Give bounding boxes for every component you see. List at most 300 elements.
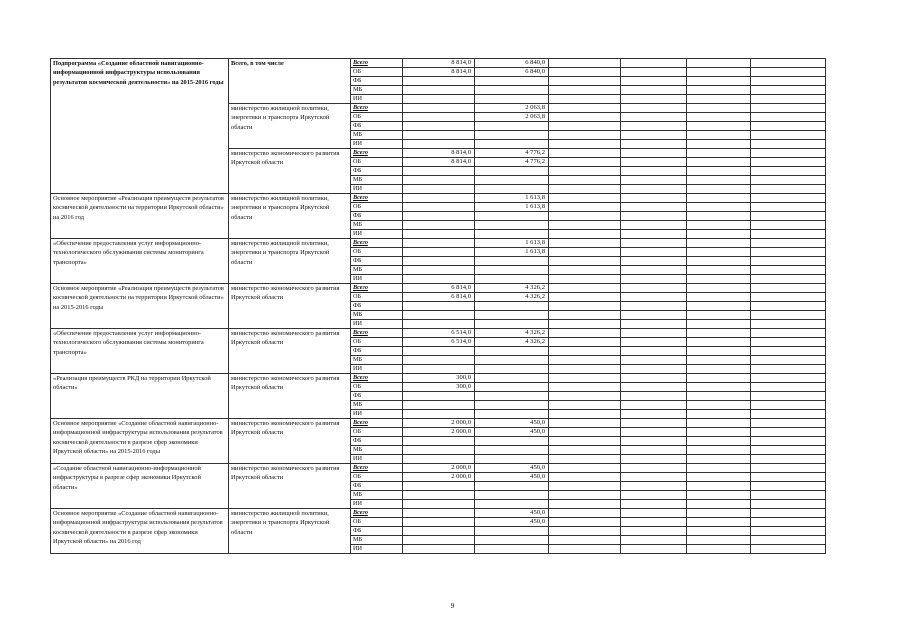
empty-cell <box>549 500 621 509</box>
empty-cell <box>549 257 621 266</box>
empty-cell <box>549 329 621 338</box>
value-2016-cell: 4 326,2 <box>475 338 549 347</box>
empty-cell <box>549 185 621 194</box>
empty-cell <box>687 266 751 275</box>
empty-cell <box>687 122 751 131</box>
empty-cell <box>751 293 826 302</box>
value-2015-cell <box>403 257 475 266</box>
empty-cell <box>621 203 687 212</box>
empty-cell <box>621 536 687 545</box>
empty-cell <box>621 446 687 455</box>
value-2015-cell <box>403 365 475 374</box>
page-number: 9 <box>450 602 455 610</box>
empty-cell <box>621 77 687 86</box>
funding-source-cell: ИИ <box>351 275 403 284</box>
value-2015-cell <box>403 500 475 509</box>
empty-cell <box>621 230 687 239</box>
empty-cell <box>549 536 621 545</box>
value-2015-cell <box>403 176 475 185</box>
value-2016-cell: 450,0 <box>475 509 549 518</box>
value-2016-cell: 1 613,8 <box>475 203 549 212</box>
table-row <box>51 239 826 248</box>
empty-cell <box>549 383 621 392</box>
funding-source-cell: ИИ <box>351 545 403 554</box>
empty-cell <box>621 257 687 266</box>
empty-cell <box>751 131 826 140</box>
value-2015-cell <box>403 518 475 527</box>
empty-cell <box>751 122 826 131</box>
activity-name-cell: «Обеспечение предоставления услуг информационно-технологического обслуживания системы мониторинга транспорта» <box>51 329 229 374</box>
empty-cell <box>687 284 751 293</box>
empty-cell <box>549 356 621 365</box>
empty-cell <box>621 275 687 284</box>
empty-cell <box>687 428 751 437</box>
executor-cell: министерство жилищной политики, энергетики и транспорта Иркутской области <box>229 104 351 149</box>
empty-cell <box>751 464 826 473</box>
empty-cell <box>621 122 687 131</box>
empty-cell <box>751 230 826 239</box>
empty-cell <box>751 203 826 212</box>
empty-cell <box>621 527 687 536</box>
empty-cell <box>549 419 621 428</box>
value-2016-cell <box>475 212 549 221</box>
empty-cell <box>621 266 687 275</box>
value-2015-cell <box>403 482 475 491</box>
empty-cell <box>549 410 621 419</box>
funding-source-cell: Всего <box>351 464 403 473</box>
empty-cell <box>751 104 826 113</box>
empty-cell <box>751 221 826 230</box>
empty-cell <box>549 86 621 95</box>
value-2015-cell: 8 814,0 <box>403 149 475 158</box>
empty-cell <box>687 248 751 257</box>
funding-source-cell: ФБ <box>351 527 403 536</box>
value-2015-cell <box>403 113 475 122</box>
empty-cell <box>687 149 751 158</box>
value-2015-cell: 6 514,0 <box>403 338 475 347</box>
empty-cell <box>621 392 687 401</box>
empty-cell <box>549 482 621 491</box>
empty-cell <box>549 437 621 446</box>
value-2015-cell: 8 814,0 <box>403 59 475 68</box>
funding-source-cell: ФБ <box>351 167 403 176</box>
empty-cell <box>687 293 751 302</box>
empty-cell <box>621 482 687 491</box>
empty-cell <box>687 545 751 554</box>
empty-cell <box>687 383 751 392</box>
empty-cell <box>751 320 826 329</box>
value-2016-cell: 1 613,8 <box>475 239 549 248</box>
empty-cell <box>751 140 826 149</box>
empty-cell <box>687 392 751 401</box>
executor-cell: министерство экономического развития Иркутской области <box>229 284 351 329</box>
value-2015-cell <box>403 347 475 356</box>
empty-cell <box>549 275 621 284</box>
empty-cell <box>549 131 621 140</box>
funding-source-cell: Всего <box>351 239 403 248</box>
empty-cell <box>549 149 621 158</box>
empty-cell <box>751 284 826 293</box>
empty-cell <box>621 545 687 554</box>
empty-cell <box>751 392 826 401</box>
empty-cell <box>621 473 687 482</box>
empty-cell <box>549 140 621 149</box>
table-row <box>51 509 826 518</box>
value-2015-cell <box>403 230 475 239</box>
empty-cell <box>751 527 826 536</box>
empty-cell <box>687 77 751 86</box>
value-2015-cell <box>403 401 475 410</box>
activity-name-cell: «Создание областной навигационно-информационной инфраструктуры в разрезе сфер экономики Иркутской области» <box>51 464 229 509</box>
empty-cell <box>687 329 751 338</box>
empty-cell <box>751 302 826 311</box>
empty-cell <box>549 491 621 500</box>
value-2015-cell <box>403 248 475 257</box>
empty-cell <box>549 77 621 86</box>
value-2016-cell <box>475 527 549 536</box>
empty-cell <box>549 293 621 302</box>
value-2015-cell <box>403 536 475 545</box>
empty-cell <box>549 392 621 401</box>
empty-cell <box>549 365 621 374</box>
funding-source-cell: МБ <box>351 221 403 230</box>
empty-cell <box>621 437 687 446</box>
funding-source-cell: ФБ <box>351 482 403 491</box>
empty-cell <box>751 374 826 383</box>
empty-cell <box>751 428 826 437</box>
table-row <box>51 194 826 203</box>
value-2016-cell <box>475 437 549 446</box>
empty-cell <box>549 446 621 455</box>
executor-cell: министерство жилищной политики, энергетики и транспорта Иркутской области <box>229 239 351 284</box>
funding-source-cell: ОБ <box>351 383 403 392</box>
value-2015-cell: 2 000,0 <box>403 464 475 473</box>
empty-cell <box>687 437 751 446</box>
funding-source-cell: ИИ <box>351 185 403 194</box>
funding-source-cell: ОБ <box>351 203 403 212</box>
empty-cell <box>621 374 687 383</box>
value-2016-cell: 6 840,0 <box>475 68 549 77</box>
budget-table-body <box>51 59 826 554</box>
empty-cell <box>751 338 826 347</box>
funding-source-cell: ФБ <box>351 392 403 401</box>
executor-cell: министерство жилищной политики, энергетики и транспорта Иркутской области <box>229 194 351 239</box>
empty-cell <box>549 59 621 68</box>
empty-cell <box>687 509 751 518</box>
empty-cell <box>687 86 751 95</box>
value-2016-cell: 1 613,8 <box>475 194 549 203</box>
empty-cell <box>751 365 826 374</box>
activity-name-cell: Подпрограмма «Создание областной навигационно-информационной инфраструктуры использования результатов космической деятельности» на 2015-2016 годы <box>51 59 229 194</box>
value-2016-cell: 450,0 <box>475 419 549 428</box>
empty-cell <box>621 410 687 419</box>
value-2016-cell <box>475 410 549 419</box>
value-2015-cell <box>403 104 475 113</box>
value-2016-cell <box>475 140 549 149</box>
empty-cell <box>621 338 687 347</box>
value-2015-cell <box>403 455 475 464</box>
empty-cell <box>621 356 687 365</box>
funding-source-cell: ИИ <box>351 95 403 104</box>
empty-cell <box>621 104 687 113</box>
empty-cell <box>549 338 621 347</box>
executor-cell: Всего, в том числе <box>229 59 351 104</box>
value-2016-cell <box>475 221 549 230</box>
empty-cell <box>549 167 621 176</box>
value-2016-cell: 2 063,8 <box>475 113 549 122</box>
value-2016-cell <box>475 86 549 95</box>
funding-source-cell: Всего <box>351 284 403 293</box>
empty-cell <box>549 104 621 113</box>
value-2016-cell <box>475 536 549 545</box>
funding-source-cell: ИИ <box>351 140 403 149</box>
empty-cell <box>621 131 687 140</box>
executor-cell: министерство жилищной политики, энергетики и транспорта Иркутской области <box>229 509 351 554</box>
executor-cell: министерство экономического развития Иркутской области <box>229 374 351 419</box>
empty-cell <box>751 545 826 554</box>
funding-source-cell: МБ <box>351 86 403 95</box>
empty-cell <box>687 446 751 455</box>
value-2015-cell <box>403 140 475 149</box>
activity-name-cell: «Обеспечение предоставления услуг информационно-технологического обслуживания системы мониторинга транспорта» <box>51 239 229 284</box>
empty-cell <box>621 419 687 428</box>
empty-cell <box>687 212 751 221</box>
value-2016-cell: 4 776,2 <box>475 149 549 158</box>
empty-cell <box>687 131 751 140</box>
empty-cell <box>751 167 826 176</box>
empty-cell <box>687 185 751 194</box>
empty-cell <box>621 365 687 374</box>
value-2016-cell: 450,0 <box>475 473 549 482</box>
empty-cell <box>687 365 751 374</box>
empty-cell <box>687 464 751 473</box>
empty-cell <box>621 347 687 356</box>
empty-cell <box>549 221 621 230</box>
funding-source-cell: ФБ <box>351 77 403 86</box>
funding-source-cell: МБ <box>351 356 403 365</box>
empty-cell <box>687 158 751 167</box>
empty-cell <box>549 122 621 131</box>
funding-source-cell: ИИ <box>351 500 403 509</box>
table-row <box>51 419 826 428</box>
empty-cell <box>687 419 751 428</box>
empty-cell <box>621 284 687 293</box>
empty-cell <box>687 302 751 311</box>
value-2016-cell: 4 776,2 <box>475 158 549 167</box>
empty-cell <box>549 464 621 473</box>
value-2016-cell <box>475 545 549 554</box>
empty-cell <box>751 473 826 482</box>
empty-cell <box>621 518 687 527</box>
empty-cell <box>751 491 826 500</box>
value-2016-cell <box>475 374 549 383</box>
empty-cell <box>621 95 687 104</box>
funding-source-cell: ИИ <box>351 455 403 464</box>
value-2015-cell <box>403 86 475 95</box>
empty-cell <box>751 212 826 221</box>
activity-name-cell: Основное мероприятие «Создание областной навигационно-информационной инфраструктуры использования результатов космической деятельности в разрезе сфер экономики Иркутской области» на 2015-2016 годы <box>51 419 229 464</box>
funding-source-cell: Всего <box>351 329 403 338</box>
empty-cell <box>687 275 751 284</box>
funding-source-cell: ОБ <box>351 293 403 302</box>
empty-cell <box>621 428 687 437</box>
value-2016-cell <box>475 311 549 320</box>
value-2015-cell <box>403 392 475 401</box>
empty-cell <box>621 311 687 320</box>
value-2015-cell <box>403 275 475 284</box>
value-2016-cell <box>475 266 549 275</box>
value-2016-cell <box>475 320 549 329</box>
value-2016-cell <box>475 131 549 140</box>
empty-cell <box>621 491 687 500</box>
value-2015-cell <box>403 131 475 140</box>
funding-source-cell: ИИ <box>351 230 403 239</box>
value-2016-cell: 4 326,2 <box>475 293 549 302</box>
empty-cell <box>549 176 621 185</box>
value-2015-cell <box>403 437 475 446</box>
empty-cell <box>687 482 751 491</box>
value-2015-cell <box>403 221 475 230</box>
funding-source-cell: ФБ <box>351 122 403 131</box>
empty-cell <box>687 536 751 545</box>
empty-cell <box>621 500 687 509</box>
empty-cell <box>687 410 751 419</box>
value-2016-cell <box>475 383 549 392</box>
empty-cell <box>751 500 826 509</box>
value-2016-cell: 2 063,8 <box>475 104 549 113</box>
empty-cell <box>687 113 751 122</box>
funding-source-cell: ФБ <box>351 437 403 446</box>
value-2015-cell <box>403 239 475 248</box>
empty-cell <box>751 95 826 104</box>
activity-name-cell: Основное мероприятие «Создание областной навигационно-информационной инфраструктуры использования результатов космической деятельности в разрезе сфер экономики Иркутской области» на 2016 год <box>51 509 229 554</box>
empty-cell <box>687 230 751 239</box>
empty-cell <box>751 266 826 275</box>
value-2016-cell <box>475 95 549 104</box>
empty-cell <box>751 419 826 428</box>
table-row <box>51 374 826 383</box>
empty-cell <box>687 401 751 410</box>
empty-cell <box>621 212 687 221</box>
value-2016-cell: 4 326,2 <box>475 284 549 293</box>
empty-cell <box>751 518 826 527</box>
funding-source-cell: ОБ <box>351 518 403 527</box>
table-row <box>51 284 826 293</box>
empty-cell <box>621 383 687 392</box>
empty-cell <box>751 248 826 257</box>
funding-source-cell: ИИ <box>351 320 403 329</box>
empty-cell <box>549 239 621 248</box>
funding-source-cell: МБ <box>351 446 403 455</box>
empty-cell <box>549 518 621 527</box>
empty-cell <box>687 257 751 266</box>
empty-cell <box>549 68 621 77</box>
empty-cell <box>751 356 826 365</box>
empty-cell <box>751 437 826 446</box>
value-2016-cell <box>475 455 549 464</box>
executor-cell: министерство экономического развития Иркутской области <box>229 464 351 509</box>
empty-cell <box>751 536 826 545</box>
empty-cell <box>549 302 621 311</box>
empty-cell <box>751 482 826 491</box>
value-2016-cell: 450,0 <box>475 518 549 527</box>
empty-cell <box>687 311 751 320</box>
empty-cell <box>687 203 751 212</box>
empty-cell <box>687 140 751 149</box>
empty-cell <box>687 491 751 500</box>
funding-source-cell: ОБ <box>351 338 403 347</box>
value-2015-cell: 300,0 <box>403 374 475 383</box>
empty-cell <box>751 329 826 338</box>
empty-cell <box>621 464 687 473</box>
empty-cell <box>751 59 826 68</box>
funding-source-cell: ОБ <box>351 248 403 257</box>
empty-cell <box>549 95 621 104</box>
empty-cell <box>621 509 687 518</box>
value-2015-cell: 6 814,0 <box>403 293 475 302</box>
value-2015-cell <box>403 509 475 518</box>
empty-cell <box>751 509 826 518</box>
empty-cell <box>621 293 687 302</box>
empty-cell <box>751 446 826 455</box>
empty-cell <box>687 347 751 356</box>
value-2016-cell: 4 326,2 <box>475 329 549 338</box>
budget-table <box>50 58 826 554</box>
activity-name-cell: Основное мероприятие «Реализация преимуществ результатов космической деятельности на территории Иркутской области» на 2015-2016 годы <box>51 284 229 329</box>
empty-cell <box>621 176 687 185</box>
funding-source-cell: Всего <box>351 59 403 68</box>
empty-cell <box>621 194 687 203</box>
empty-cell <box>751 176 826 185</box>
funding-source-cell: ФБ <box>351 212 403 221</box>
funding-source-cell: ФБ <box>351 347 403 356</box>
value-2015-cell: 8 814,0 <box>403 158 475 167</box>
value-2015-cell <box>403 311 475 320</box>
empty-cell <box>751 185 826 194</box>
table-row <box>51 329 826 338</box>
value-2016-cell <box>475 356 549 365</box>
empty-cell <box>549 266 621 275</box>
value-2016-cell <box>475 302 549 311</box>
empty-cell <box>549 230 621 239</box>
value-2016-cell <box>475 392 549 401</box>
value-2016-cell <box>475 122 549 131</box>
activity-name-cell: «Реализация преимуществ РКД на территории Иркутской области» <box>51 374 229 419</box>
executor-cell: министерство экономического развития Иркутской области <box>229 149 351 194</box>
empty-cell <box>751 383 826 392</box>
funding-source-cell: ФБ <box>351 302 403 311</box>
empty-cell <box>751 86 826 95</box>
empty-cell <box>549 158 621 167</box>
value-2016-cell <box>475 446 549 455</box>
empty-cell <box>621 158 687 167</box>
empty-cell <box>549 545 621 554</box>
empty-cell <box>687 59 751 68</box>
value-2015-cell <box>403 194 475 203</box>
value-2015-cell <box>403 167 475 176</box>
empty-cell <box>687 239 751 248</box>
value-2015-cell <box>403 545 475 554</box>
empty-cell <box>621 167 687 176</box>
funding-source-cell: МБ <box>351 536 403 545</box>
empty-cell <box>751 194 826 203</box>
table-row <box>51 464 826 473</box>
empty-cell <box>687 500 751 509</box>
value-2015-cell <box>403 356 475 365</box>
funding-source-cell: Всего <box>351 104 403 113</box>
empty-cell <box>687 104 751 113</box>
empty-cell <box>621 149 687 158</box>
